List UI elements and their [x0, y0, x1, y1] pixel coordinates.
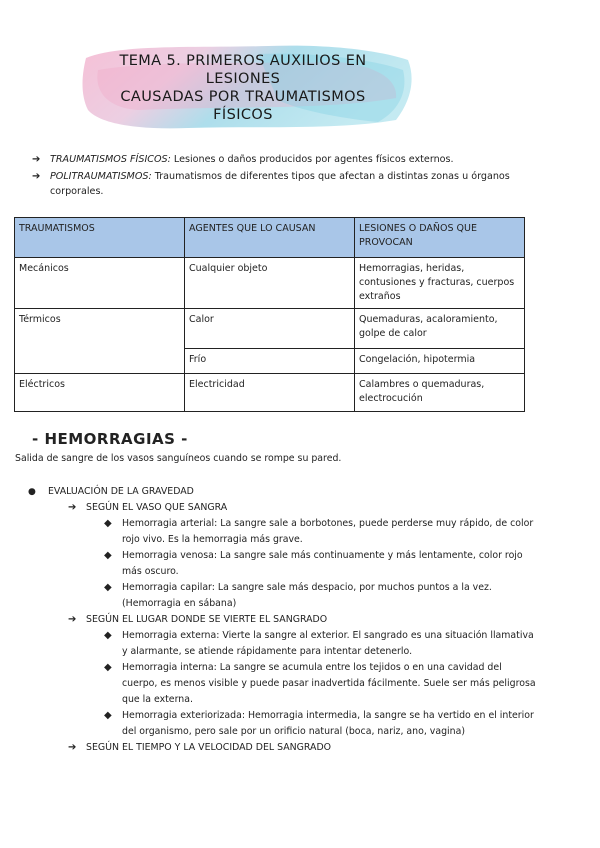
list-item: ● EVALUACIÓN DE LA GRAVEDAD	[28, 484, 538, 500]
diamond-bullet-icon: ◆	[104, 710, 112, 721]
list-item: ◆ Hemorragia externa: Vierte la sangre al exterior. El sangrado es una situación llamativa y alarmante, se atiende rápidamente para intentar detenerlo.	[28, 628, 538, 660]
diamond-bullet-icon: ◆	[104, 518, 112, 529]
arrow-right-icon: ➔	[68, 742, 77, 753]
arrow-right-icon: ➔	[68, 502, 77, 513]
table-header-cell: LESIONES O DAÑOS QUE PROVOCAN	[355, 218, 525, 258]
gravity-outline	[28, 484, 538, 756]
table-row	[15, 374, 525, 412]
diamond-bullet-icon: ◆	[104, 550, 112, 561]
section-heading: - HEMORRAGIAS -	[32, 430, 188, 448]
title-block	[78, 40, 418, 132]
table-row	[15, 309, 525, 349]
table-cell: Eléctricos	[15, 374, 185, 412]
list-item: ◆ Hemorragia capilar: La sangre sale más despacio, por muchos puntos a la vez. (Hemorragia en sábana)	[28, 580, 538, 612]
dot-bullet-icon: ●	[28, 487, 36, 497]
table-cell: Térmicos	[15, 309, 185, 374]
definition-item: ➔ TRAUMATISMOS FÍSICOS: Lesiones o daños producidos por agentes físicos externos.	[32, 154, 454, 165]
table-cell: Cualquier objeto	[185, 258, 355, 309]
arrow-right-icon: ➔	[68, 614, 77, 625]
table-header-row	[15, 218, 525, 258]
table-cell: Mecánicos	[15, 258, 185, 309]
diamond-bullet-icon: ◆	[104, 582, 112, 593]
list-item: ➔ SEGÚN EL VASO QUE SANGRA	[28, 500, 538, 516]
arrow-right-icon: ➔	[32, 154, 41, 165]
table-cell: Frío	[185, 349, 355, 374]
definition-item: ➔ POLITRAUMATISMOS: Traumatismos de diferentes tipos que afectan a distintas zonas u órganos corporales.	[32, 171, 510, 197]
list-item: ➔ SEGÚN EL TIEMPO Y LA VELOCIDAD DEL SANGRADO	[28, 740, 538, 756]
table-header-cell: TRAUMATISMOS	[15, 218, 185, 258]
list-item: ◆ Hemorragia exteriorizada: Hemorragia intermedia, la sangre se ha vertido en el interior del organismo, pero sale por un orificio natural (boca, nariz, ano, vagina)	[28, 708, 538, 740]
list-item: ◆ Hemorragia venosa: La sangre sale más continuamente y más lentamente, color rojo más oscuro.	[28, 548, 538, 580]
table-cell: Electricidad	[185, 374, 355, 412]
list-item: ◆ Hemorragia arterial: La sangre sale a borbotones, puede perderse muy rápido, de color rojo vivo. Es la hemorragia más grave.	[28, 516, 538, 548]
section-definition: Salida de sangre de los vasos sanguíneos cuando se rompe su pared.	[15, 453, 342, 464]
table-header-cell: AGENTES QUE LO CAUSAN	[185, 218, 355, 258]
table-row	[15, 258, 525, 309]
table-cell: Congelación, hipotermia	[355, 349, 525, 374]
list-item: ◆ Hemorragia interna: La sangre se acumula entre los tejidos o en una cavidad del cuerpo, es menos visible y puede pasar inadvertida fácilmente. Suele ser más peligrosa que la externa.	[28, 660, 538, 708]
definitions-list	[32, 152, 552, 201]
table-cell: Calambres o quemaduras, electrocución	[355, 374, 525, 412]
table-cell: Quemaduras, acaloramiento, golpe de calor	[355, 309, 525, 349]
trauma-table	[14, 217, 525, 412]
diamond-bullet-icon: ◆	[104, 662, 112, 673]
list-item: ➔ SEGÚN EL LUGAR DONDE SE VIERTE EL SANGRADO	[28, 612, 538, 628]
arrow-right-icon: ➔	[32, 171, 41, 182]
table-cell: Hemorragias, heridas, contusiones y fracturas, cuerpos extraños	[355, 258, 525, 309]
page-title: TEMA 5. PRIMEROS AUXILIOS EN LESIONES CAUSADAS POR TRAUMATISMOS FÍSICOS	[119, 53, 367, 123]
diamond-bullet-icon: ◆	[104, 630, 112, 641]
table-cell: Calor	[185, 309, 355, 349]
